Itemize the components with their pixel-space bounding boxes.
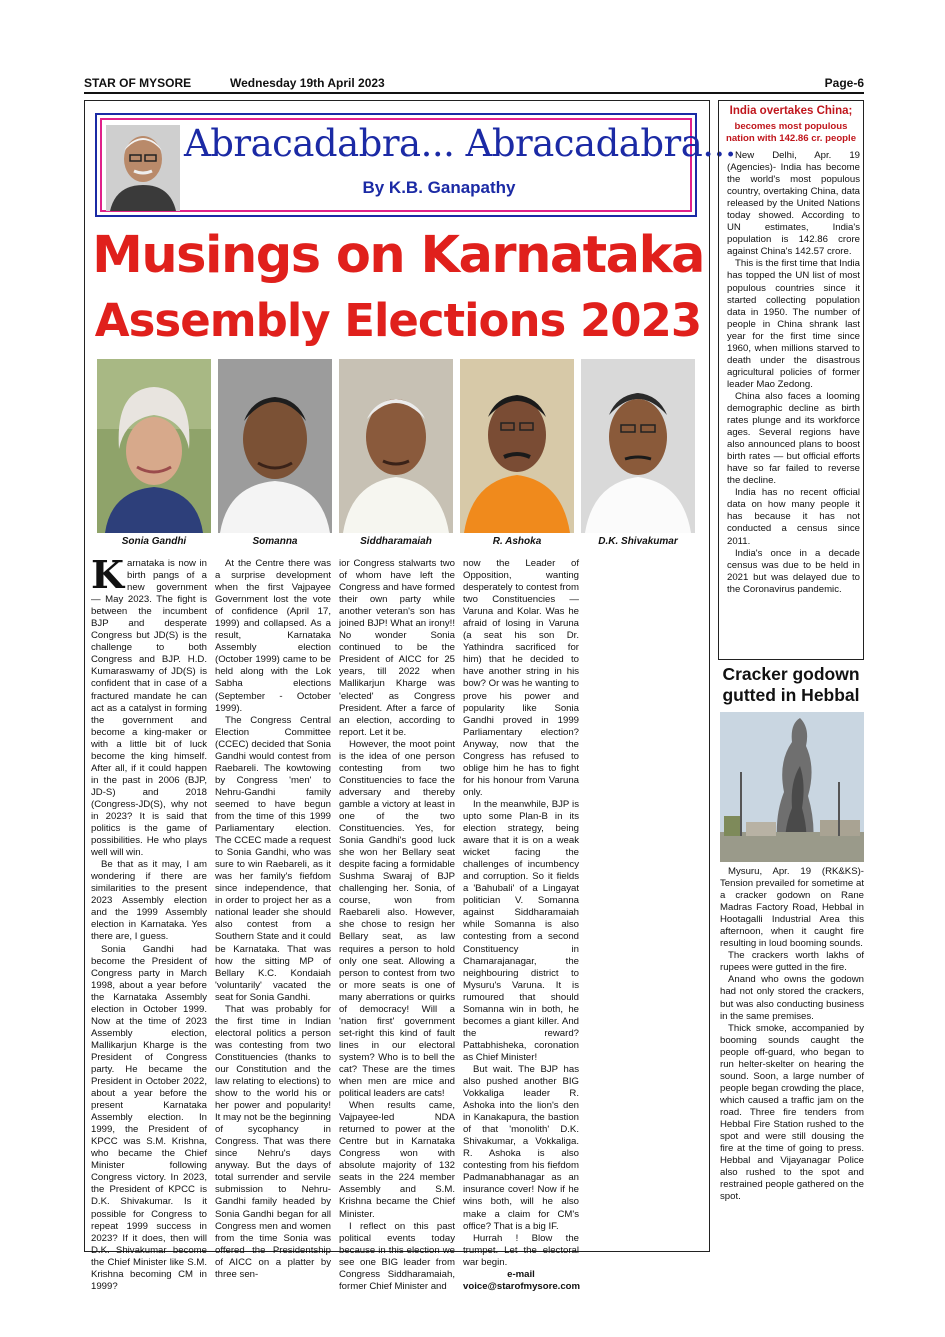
article-column-4 — [463, 558, 579, 1293]
article-body — [91, 552, 703, 1292]
article-paragraph: Sonia Gandhi had become the President of Congress party in March 1998, about a year before the Karnataka Assembly election in October 1999. Now at the time of 2023 Assembly election, Mallikarjun Kharge is the President of Congress party. He became the President in October 2022, about a year before the present Karnataka Assembly election. In 1999, the President of KPCC was S.M. Krishna, who became the Chief Minister following Congress victory. In 2023, the President of KPCC is D.K. Shivakumar. Is it possible for Congress to repeat 1999 success in 2023? If it does, then will D.K. Shivakumar become the Chief Minister like S.M. Krishna becoming CM in 1999? — [91, 943, 207, 1292]
article-column-3 — [339, 558, 455, 1293]
sidebar-headline: India overtakes China; — [729, 105, 853, 117]
masthead-rule — [84, 92, 864, 94]
column-title: Abracadabra... Abracadabra... — [184, 122, 737, 165]
drop-cap: K — [91, 552, 125, 597]
caption-siddharamaiah: Siddharamaiah — [360, 536, 432, 547]
photo-somanna — [218, 359, 332, 533]
photo-r-ashoka — [460, 359, 574, 533]
article-column-1 — [91, 552, 207, 1293]
article-paragraph: Hurrah ! Blow the trumpet. Let the electoral war begin. — [463, 1232, 579, 1268]
author-portrait — [106, 125, 180, 211]
cracker-paragraph: The crackers worth lakhs of rupees were gutted in the fire. — [720, 950, 864, 974]
article-paragraph: Be that as it may, I am wondering if there are similarities to the present 2023 Assembly election and the 1999 Assembly election in Karnataka. Yes there are, I guess. — [91, 859, 207, 943]
photo-sonia-gandhi — [97, 359, 211, 533]
email-label: e-mail — [507, 1268, 535, 1280]
article-paragraph: At the Centre there was a surprise development when the first Vajpayee Government lost the vote of confidence (April 17, 1999) and collapsed. As a result, Karnataka Assembly election (October 1999) came to be held along with the Lok Sabha elections (September - October 1999). — [215, 558, 331, 714]
sidebar-body — [727, 150, 860, 596]
article-paragraph: I reflect on this past political events today because in this election we see one BIG leader from Congress Siddharamaiah, former Chief Minister and — [339, 1220, 455, 1292]
article-paragraph: now the Leader of Opposition, wanting desperately to contest from two Constituencies — Varuna and Kolar. Was he afraid of losing in Varuna (a seat his son Dr. Yathindra sacrificed for him) that he decided to have another string in his bow? Or was he wanting to prove his power and popularity like Sonia Gandhi proved in 1999 Parliamentary election? Anyway, now that the Congress has refused to oblige him he has to fight for his honour from Varuna only. — [463, 558, 579, 798]
headline-line-2: Assembly Elections 2023 — [94, 294, 702, 347]
article-paragraph: The Congress Central Election Committee (CCEC) decided that Sonia Gandhi would contest from Raebareli. The kowtowing by Congress 'men' to Nehru-Gandhi family seemed to have begun from the time of this 1999 Parliamentary election. The CCEC made a request to Sonia Gandhi, who was sure to win Raebareli, as it was her family's fiefdom since independence, that in order to project her as a national leader she should also contest from a Southern State and it could be Karnataka. That was how the sitting MP of Bellary K.C. Kondaiah 'voluntarily' vacated the seat for Sonia Gandhi. — [215, 714, 331, 1003]
caption-sonia-gandhi: Sonia Gandhi — [121, 536, 187, 547]
photo-dk-shivakumar — [581, 359, 695, 533]
column-banner-inner — [100, 118, 737, 212]
sidebar-paragraph: India's once in a decade census was due to be held in 2021 but was delayed due to the Coronavirus pandemic. — [727, 547, 860, 595]
caption-somanna: Somanna — [252, 536, 298, 547]
caption-r-ashoka: R. Ashoka — [492, 536, 542, 547]
masthead — [84, 74, 864, 94]
column-byline: By K.B. Ganapathy — [362, 178, 516, 197]
caption-dk-shivakumar: D.K. Shivakumar — [598, 536, 678, 547]
sidebar-paragraph: New Delhi, Apr. 19 (Agencies)- India has become the world's most populous country, overtaking China, data released by the United Nations today showed. According to UN estimates, India's population is 142.86 crore against China's 142.57 crore. — [727, 150, 860, 258]
headline-line-1: Musings on Karnataka — [92, 226, 704, 285]
article-paragraph: In the meanwhile, BJP is upto some Plan-B in its election strategy, being aware that it is on a weak wicket facing the challenges of incumbency and corruption. So it fields a 'Bahubali' of a Lingayat politician V. Somanna against Siddharamaiah while Somanna is also contesting from a second Constituency in Chamarajanagar, the neighbouring district to Mysuru's Varuna. It is rumoured that should Somanna win in both, he becomes a giant killer. And the reward? Pattabhisheka, coronation as Chief Minister! — [463, 798, 579, 1063]
cracker-paragraph: Thick smoke, accompanied by booming sounds caught the people off-guard, who began to run helter-skelter on hearing the sound. Soon, a large number of people began crowding the place, which caused a traffic jam on the road. Three fire tenders from Hebbal Fire Station rushed to the spot and were still dousing the fire at the time of going to press. Hebbal and Vijayanagar Police also rushed to the spot and restrained people gathered on the spot. — [720, 1022, 865, 1203]
article-paragraph: Karnataka is now in birth pangs of a new government — May 2023. The fight is between the incumbent BJP and desperate Congress but JD(S) is the challenge to both Congress and BJP. H.D. Kumaraswamy of JD(S) is confident that in case of a fractured mandate he can act as a catalyst in forming the government and become a king-maker or with a little bit of luck become the king himself. After all, if it could happen in the past in 2006 (BJP, JD-S) and 2018 (Congress-JD(S), why not in 2023? It is said that politics is the game of possibilities. He who plays well will win. — [91, 552, 207, 859]
main-article-box — [84, 100, 737, 1292]
photo-siddharamaiah — [339, 359, 453, 533]
sidebar-subheadline: becomes most populous nation with 142.86 cr. people — [725, 121, 857, 144]
cracker-body — [720, 866, 864, 1203]
article-paragraph: When results came, Vajpayee-led NDA returned to power at the Centre but in Karnataka Congress won with absolute majority of 132 seats in the 224 member Assembly and S.M. Krishna became the Chief Minister. — [339, 1100, 455, 1220]
article-paragraph: That was probably for the first time in Indian electoral politics a person was contesting from two Constituencies (thanks to our Constitution and the law relating to elections) to show to the world his or her power and popularity! It may not be the beginning of sycophancy in Congress. That was there since Nehru's days anyway. But the days of total surrender and servile submission to Nehru-Gandhi family headed by Sonia Gandhi began for all Congress men and women from the time Sonia was offered the Presidentship of AICC on a platter by three sen- — [215, 1003, 331, 1280]
cracker-headline: Cracker godown gutted in Hebbal — [722, 664, 860, 705]
article-column-2 — [215, 558, 331, 1281]
sidebar-paragraph: China also faces a looming demographic decline as birth rates plunge and its workforce ages. Several regions have also announced plans to boost birth rates — but official efforts have so far failed to reverse the decline. — [727, 390, 860, 487]
article-paragraph: ior Congress stalwarts two of whom have left the Congress and have formed their own party while another veteran's son has joined BJP! What an irony!! No wonder Sonia continued to be the President of AICC for 25 years, till 2022 when Mallikarjun Kharge was 'elected' as Congress President. After a farce of an election, according to report. Let it be. — [339, 558, 455, 738]
column-banner — [95, 113, 737, 217]
article-paragraph: But wait. The BJP has also pushed another BIG Vokkaliga leader R. Ashoka into the lion's den in Kanakapura, the bastion of that 'monolith' D.K. Shivakumar, a Vokkaliga. R. Ashoka is also contesting from his fiefdom Padmanabhanagar as an insurance cover! Now if he wins both, will he also make a claim for CM's office? That is a big IF. — [463, 1063, 579, 1232]
sidebar-paragraph: This is the first time that India has topped the UN list of most populous countries since it started collecting population data in 1950. The number of people in China shrank last year for the first time since 1960, when millions starved to death under the disastrous agricultural policies of former leader Mao Zedong. — [727, 258, 860, 390]
author-email[interactable]: voice@starofmysore.com — [463, 1280, 581, 1292]
article-paragraph: However, the moot point is the idea of one person contesting from two Constituencies to face the adversary and thereby gamble a victory at least in one of the two Constituencies. Yes, for Sonia Gandhi's good luck she won her Bellary seat despite facing a formidable Sushma Swaraj of BJP challenging her. Sonia, of course, won from Raebareli also. However, she chose to resign her Bellary seat, as law requires a person to hold only one seat. Allowing a person to contest from two or more seats is one of many aberrations or quirks of democracy! Will a 'nation first' government set-right this kind of fault lines in our electoral system? Who is to bell the cat? These are the times when men are mice and political leaders are cats! — [339, 738, 455, 1100]
sidebar-paragraph: India has no recent official data on how many people it has because it has not conducted a census since 2011. — [727, 487, 860, 547]
cracker-fire-photo — [720, 712, 864, 862]
cracker-paragraph: Mysuru, Apr. 19 (RK&KS)- Tension prevailed for sometime at a cracker godown on Rane Madras Factory Road, Hebbal in Hootagalli Industrial Area this afternoon, when it caught fire resulting in loud booming sounds. — [720, 866, 864, 950]
newspaper-name: STAR OF MYSORE — [84, 76, 192, 90]
sidebar-news-box — [718, 100, 864, 660]
cracker-paragraph: Anand who owns the godown had not only stored the crackers, but was also conducting business in the same premises. — [720, 974, 864, 1022]
page-number: Page-6 — [824, 76, 864, 90]
issue-date: Wednesday 19th April 2023 — [230, 76, 385, 90]
